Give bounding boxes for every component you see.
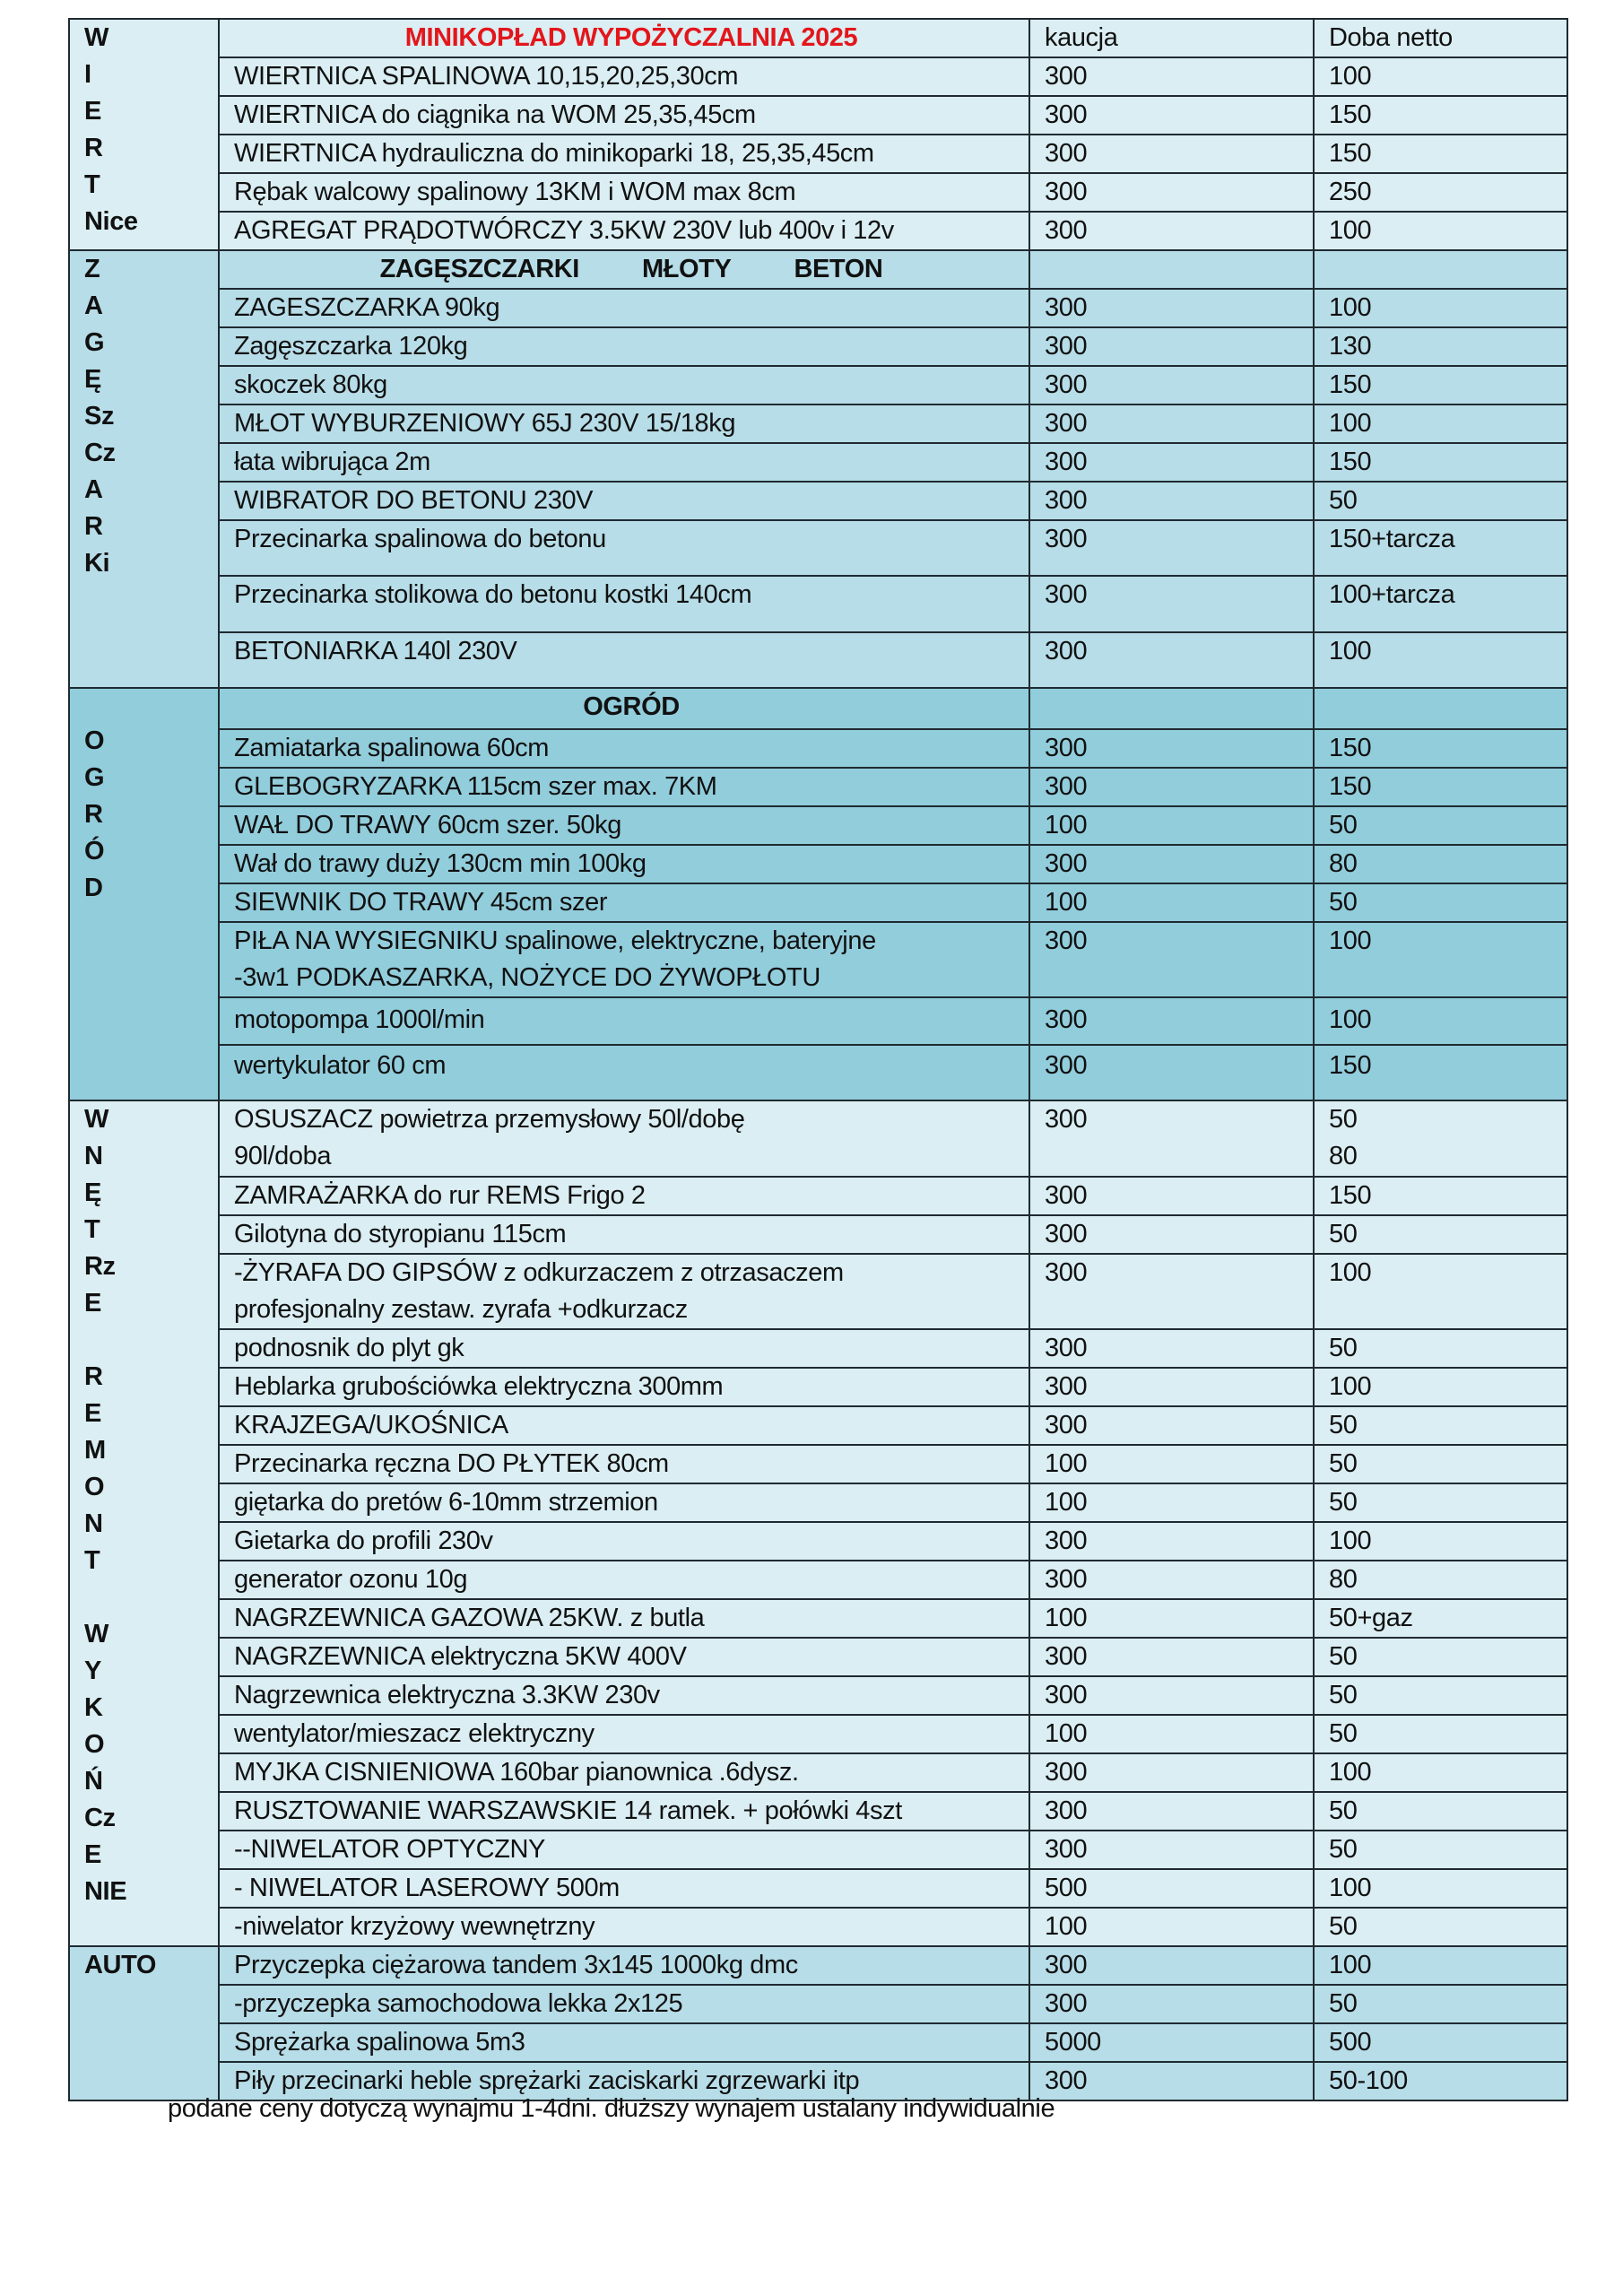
item-daily: 150	[1314, 366, 1567, 404]
table-row	[69, 1753, 1567, 1792]
item-name: Przecinarka stolikowa do betonu kostki 140cm	[219, 576, 1029, 632]
section-zageszczarki	[69, 250, 1567, 688]
item-deposit: 300	[1029, 327, 1314, 366]
section-wnetrze	[69, 1100, 1567, 1946]
item-deposit: 100	[1029, 1483, 1314, 1522]
item-daily: 150	[1314, 1177, 1567, 1215]
section-label-wnetrze: W N Ę T Rz E R E M O N T W Y K O Ń Cz E NIE	[69, 1100, 219, 1946]
item-daily: 100	[1314, 1522, 1567, 1561]
table-row	[69, 520, 1567, 576]
item-daily: 80	[1314, 845, 1567, 883]
item-deposit: 300	[1029, 366, 1314, 404]
item-name: MŁOT WYBURZENIOWY 65J 230V 15/18kg	[219, 404, 1029, 443]
table-row	[69, 632, 1567, 688]
empty-cell	[1029, 688, 1314, 729]
table-row	[69, 1100, 1567, 1177]
item-daily: 100	[1314, 212, 1567, 250]
table-row	[69, 768, 1567, 806]
table-row	[69, 366, 1567, 404]
item-name: Przecinarka ręczna DO PŁYTEK 80cm	[219, 1445, 1029, 1483]
item-daily: 50	[1314, 1638, 1567, 1676]
item-deposit: 5000	[1029, 2023, 1314, 2062]
item-daily: 100	[1314, 922, 1567, 997]
table-row	[69, 1445, 1567, 1483]
table-row	[69, 1254, 1567, 1329]
item-deposit: 300	[1029, 57, 1314, 96]
item-daily: 150	[1314, 443, 1567, 482]
table-row	[69, 443, 1567, 482]
item-name: RUSZTOWANIE WARSZAWSKIE 14 ramek. + połówki 4szt	[219, 1792, 1029, 1831]
section-label-auto: AUTO	[69, 1946, 219, 2100]
table-row	[69, 482, 1567, 520]
table-row	[69, 883, 1567, 922]
item-deposit: 300	[1029, 443, 1314, 482]
empty-cell	[1314, 688, 1567, 729]
item-name: Sprężarka spalinowa 5m3	[219, 2023, 1029, 2062]
item-daily: 50	[1314, 1406, 1567, 1445]
item-name: Rębak walcowy spalinowy 13KM i WOM max 8cm	[219, 173, 1029, 212]
item-name: Piły przecinarki heble sprężarki zaciskarki zgrzewarki itp	[219, 2062, 1029, 2100]
item-name: generator ozonu 10g	[219, 1561, 1029, 1599]
item-deposit: 300	[1029, 1676, 1314, 1715]
item-name: -ŻYRAFA DO GIPSÓW z odkurzaczem z otrzasaczem profesjonalny zestaw. zyrafa +odkurzacz	[219, 1254, 1029, 1329]
item-daily: 50	[1314, 1329, 1567, 1368]
category-header-row	[69, 250, 1567, 289]
item-name: NAGRZEWNICA GAZOWA 25KW. z butla	[219, 1599, 1029, 1638]
section-label-wiertnice: W I E R T Nice	[69, 19, 219, 250]
item-daily: 150	[1314, 768, 1567, 806]
item-daily: 100	[1314, 1368, 1567, 1406]
item-deposit: 300	[1029, 1946, 1314, 1985]
empty-cell	[1029, 250, 1314, 289]
item-deposit: 300	[1029, 1368, 1314, 1406]
item-name: Heblarka grubościówka elektryczna 300mm	[219, 1368, 1029, 1406]
item-name: AGREGAT PRĄDOTWÓRCZY 3.5KW 230V lub 400v i 12v	[219, 212, 1029, 250]
item-daily: 50+gaz	[1314, 1599, 1567, 1638]
item-name: -niwelator krzyżowy wewnętrzny	[219, 1908, 1029, 1946]
item-deposit: 300	[1029, 482, 1314, 520]
table-row	[69, 1946, 1567, 1985]
item-deposit: 300	[1029, 1831, 1314, 1869]
item-deposit: 300	[1029, 135, 1314, 173]
item-deposit: 300	[1029, 1638, 1314, 1676]
header-row	[69, 19, 1567, 57]
item-deposit: 300	[1029, 1045, 1314, 1100]
item-deposit: 100	[1029, 1599, 1314, 1638]
table-row	[69, 404, 1567, 443]
table-row	[69, 96, 1567, 135]
item-daily: 130	[1314, 327, 1567, 366]
item-name: WIERTNICA hydrauliczna do minikoparki 18, 25,35,45cm	[219, 135, 1029, 173]
table-row	[69, 57, 1567, 96]
item-daily: 100	[1314, 997, 1567, 1045]
table-row	[69, 135, 1567, 173]
item-daily: 150+tarcza	[1314, 520, 1567, 576]
section-label-zageszczarki: Z A G Ę Sz Cz A R Ki	[69, 250, 219, 688]
item-deposit: 300	[1029, 632, 1314, 688]
item-deposit: 300	[1029, 1254, 1314, 1329]
item-name: wentylator/mieszacz elektryczny	[219, 1715, 1029, 1753]
item-deposit: 300	[1029, 997, 1314, 1045]
item-deposit: 300	[1029, 1406, 1314, 1445]
item-name: --NIWELATOR OPTYCZNY	[219, 1831, 1029, 1869]
item-name: Gietarka do profili 230v	[219, 1522, 1029, 1561]
item-deposit: 100	[1029, 1715, 1314, 1753]
item-name: WIBRATOR DO BETONU 230V	[219, 482, 1029, 520]
table-row	[69, 2023, 1567, 2062]
table-row	[69, 212, 1567, 250]
item-deposit: 300	[1029, 768, 1314, 806]
item-daily: 100+tarcza	[1314, 576, 1567, 632]
table-row	[69, 1045, 1567, 1100]
item-daily: 100	[1314, 57, 1567, 96]
table-row	[69, 1329, 1567, 1368]
table-row	[69, 289, 1567, 327]
item-name: PIŁA NA WYSIEGNIKU spalinowe, elektryczne, bateryjne -3w1 PODKASZARKA, NOŻYCE DO ŻYWOPŁOTU	[219, 922, 1029, 997]
table-row	[69, 1599, 1567, 1638]
item-name: MYJKA CISNIENIOWA 160bar pianownica .6dysz.	[219, 1753, 1029, 1792]
item-name: wertykulator 60 cm	[219, 1045, 1029, 1100]
item-name: BETONIARKA 140l 230V	[219, 632, 1029, 688]
table-row	[69, 327, 1567, 366]
item-daily: 150	[1314, 96, 1567, 135]
item-daily: 250	[1314, 173, 1567, 212]
item-deposit: 300	[1029, 922, 1314, 997]
table-row	[69, 806, 1567, 845]
item-deposit: 500	[1029, 1869, 1314, 1908]
item-name: GLEBOGRYZARKA 115cm szer max. 7KM	[219, 768, 1029, 806]
category-header-row	[69, 688, 1567, 729]
item-deposit: 100	[1029, 1908, 1314, 1946]
table-row	[69, 997, 1567, 1045]
item-name: Przyczepka ciężarowa tandem 3x145 1000kg dmc	[219, 1946, 1029, 1985]
table-row	[69, 1406, 1567, 1445]
item-daily: 150	[1314, 135, 1567, 173]
item-daily: 50	[1314, 1483, 1567, 1522]
item-name: - NIWELATOR LASEROWY 500m	[219, 1869, 1029, 1908]
item-deposit: 300	[1029, 404, 1314, 443]
table-row	[69, 1177, 1567, 1215]
item-deposit: 300	[1029, 1215, 1314, 1254]
table-row	[69, 173, 1567, 212]
item-daily: 100	[1314, 1869, 1567, 1908]
item-daily: 150	[1314, 1045, 1567, 1100]
item-deposit: 300	[1029, 1561, 1314, 1599]
item-deposit: 300	[1029, 1100, 1314, 1177]
item-deposit: 300	[1029, 1177, 1314, 1215]
table-row	[69, 1676, 1567, 1715]
table-row	[69, 1908, 1567, 1946]
item-daily: 500	[1314, 2023, 1567, 2062]
item-daily: 50	[1314, 1831, 1567, 1869]
item-deposit: 300	[1029, 845, 1314, 883]
table-row	[69, 1792, 1567, 1831]
table-row	[69, 576, 1567, 632]
item-daily: 50 80	[1314, 1100, 1567, 1177]
table-row	[69, 1869, 1567, 1908]
item-name: WIERTNICA do ciągnika na WOM 25,35,45cm	[219, 96, 1029, 135]
footer-note: podane ceny dotyczą wynajmu 1-4dni. dłuższy wynajem ustalany indywidualnie	[168, 2094, 1055, 2123]
item-deposit: 300	[1029, 1329, 1314, 1368]
item-name: NAGRZEWNICA elektryczna 5KW 400V	[219, 1638, 1029, 1676]
table-row	[69, 1715, 1567, 1753]
table-row	[69, 1215, 1567, 1254]
item-name: KRAJZEGA/UKOŚNICA	[219, 1406, 1029, 1445]
item-name: Zagęszczarka 120kg	[219, 327, 1029, 366]
item-deposit: 300	[1029, 1985, 1314, 2023]
table-row	[69, 1638, 1567, 1676]
table-row	[69, 729, 1567, 768]
item-deposit: 300	[1029, 729, 1314, 768]
item-name: podnosnik do plyt gk	[219, 1329, 1029, 1368]
item-name: Wał do trawy duży 130cm min 100kg	[219, 845, 1029, 883]
item-daily: 100	[1314, 1753, 1567, 1792]
item-deposit: 300	[1029, 173, 1314, 212]
item-name: OSUSZACZ powietrza przemysłowy 50l/dobę 90l/doba	[219, 1100, 1029, 1177]
item-daily: 50	[1314, 883, 1567, 922]
item-name: Gilotyna do styropianu 115cm	[219, 1215, 1029, 1254]
item-name: WAŁ DO TRAWY 60cm szer. 50kg	[219, 806, 1029, 845]
item-daily: 50	[1314, 1908, 1567, 1946]
item-name: -przyczepka samochodowa lekka 2x125	[219, 1985, 1029, 2023]
item-deposit: 300	[1029, 1792, 1314, 1831]
column-header-deposit: kaucja	[1029, 19, 1314, 57]
item-name: Przecinarka spalinowa do betonu	[219, 520, 1029, 576]
item-deposit: 300	[1029, 2062, 1314, 2100]
item-name: motopompa 1000l/min	[219, 997, 1029, 1045]
section-auto	[69, 1946, 1567, 2100]
table-row	[69, 1831, 1567, 1869]
category-heading: OGRÓD	[219, 688, 1029, 729]
section-label-ogrod: O G R Ó D	[69, 688, 219, 1100]
item-daily: 150	[1314, 729, 1567, 768]
section-wiertnice	[69, 19, 1567, 250]
item-name: SIEWNIK DO TRAWY 45cm szer	[219, 883, 1029, 922]
item-daily: 100	[1314, 289, 1567, 327]
item-name: Zamiatarka spalinowa 60cm	[219, 729, 1029, 768]
item-daily: 50	[1314, 806, 1567, 845]
table-row	[69, 1561, 1567, 1599]
item-name: skoczek 80kg	[219, 366, 1029, 404]
item-deposit: 300	[1029, 96, 1314, 135]
table-row	[69, 1368, 1567, 1406]
item-deposit: 300	[1029, 289, 1314, 327]
item-daily: 80	[1314, 1561, 1567, 1599]
item-name: ZAGESZCZARKA 90kg	[219, 289, 1029, 327]
item-deposit: 300	[1029, 576, 1314, 632]
item-daily: 50	[1314, 482, 1567, 520]
empty-cell	[1314, 250, 1567, 289]
item-deposit: 300	[1029, 1522, 1314, 1561]
item-daily: 50	[1314, 1215, 1567, 1254]
table-row	[69, 1985, 1567, 2023]
item-daily: 100	[1314, 404, 1567, 443]
table-row	[69, 845, 1567, 883]
price-table	[68, 18, 1568, 2101]
item-daily: 50	[1314, 1445, 1567, 1483]
price-list-document	[68, 18, 1567, 2101]
item-deposit: 100	[1029, 883, 1314, 922]
item-daily: 50	[1314, 1985, 1567, 2023]
item-name: Nagrzewnica elektryczna 3.3KW 230v	[219, 1676, 1029, 1715]
item-name: łata wibrująca 2m	[219, 443, 1029, 482]
column-header-daily: Doba netto	[1314, 19, 1567, 57]
item-daily: 50-100	[1314, 2062, 1567, 2100]
table-row	[69, 1483, 1567, 1522]
item-name: ZAMRAŻARKA do rur REMS Frigo 2	[219, 1177, 1029, 1215]
item-name: WIERTNICA SPALINOWA 10,15,20,25,30cm	[219, 57, 1029, 96]
item-daily: 100	[1314, 1254, 1567, 1329]
item-deposit: 100	[1029, 1445, 1314, 1483]
table-row	[69, 922, 1567, 997]
item-daily: 50	[1314, 1715, 1567, 1753]
item-daily: 50	[1314, 1792, 1567, 1831]
item-daily: 100	[1314, 632, 1567, 688]
item-deposit: 300	[1029, 1753, 1314, 1792]
item-daily: 100	[1314, 1946, 1567, 1985]
section-ogrod	[69, 688, 1567, 1100]
item-deposit: 300	[1029, 212, 1314, 250]
table-row	[69, 1522, 1567, 1561]
item-deposit: 300	[1029, 520, 1314, 576]
item-deposit: 100	[1029, 806, 1314, 845]
category-heading: ZAGĘSZCZARKI MŁOTY BETON	[219, 250, 1029, 289]
item-daily: 50	[1314, 1676, 1567, 1715]
item-name: giętarka do pretów 6-10mm strzemion	[219, 1483, 1029, 1522]
page-title: MINIKOPŁAD WYPOŻYCZALNIA 2025	[219, 19, 1029, 57]
